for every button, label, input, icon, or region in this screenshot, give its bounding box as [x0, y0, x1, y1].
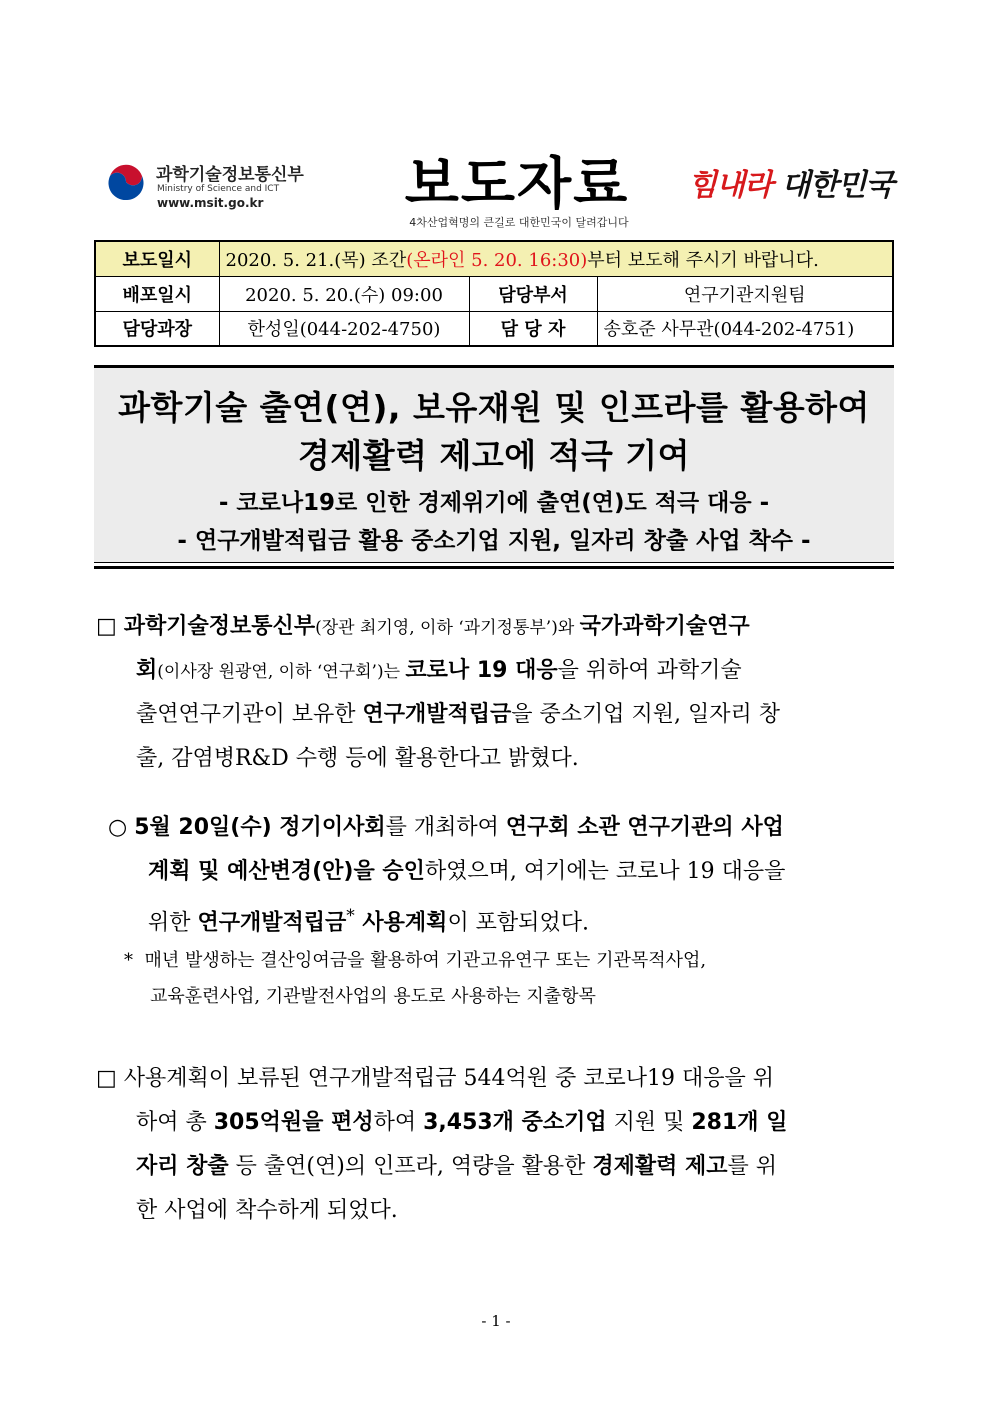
p2-plan: 연구회 소관 연구기관의 사업: [505, 815, 784, 840]
paragraph-2-line-3: [148, 894, 589, 945]
p2-text-e: 하였으며, 여기에는 코로나 19 대응을: [424, 859, 786, 884]
footnote-line-2: 교육훈련사업, 기관발전사업의 용도로 사용하는 지출항목: [150, 986, 596, 1007]
headline-box: [94, 365, 894, 563]
p1-council-end: 회: [136, 658, 158, 683]
p2-board: 5월 20일(수) 정기이사회: [134, 815, 386, 840]
footnote-line-1: [124, 944, 706, 978]
circle-bullet: ○: [108, 815, 128, 840]
department-label: 담당부서: [469, 276, 597, 311]
p3-text-b: 하여 총: [136, 1110, 214, 1135]
release-value-online: (온라인 5. 20. 16:30): [406, 249, 588, 271]
p3-economy: 경제활력 제고: [592, 1154, 728, 1179]
p1-ministry: 과학기술정보통신부: [123, 614, 316, 639]
paragraph-3-line-3: [136, 1145, 777, 1189]
slogan-black: 대한민국: [771, 168, 894, 203]
p3-text-i: 등 출연(연)의 인프라, 역량을 활용한: [228, 1154, 593, 1179]
release-info-table: [94, 240, 894, 347]
distribution-row: [95, 276, 893, 311]
department-value: 연구기관지원팀: [597, 276, 893, 311]
p1-reserve: 연구개발적립금: [362, 702, 512, 727]
manager-row: [95, 311, 893, 346]
page-number: - 1 -: [481, 1312, 511, 1330]
release-row: [95, 241, 893, 276]
release-value-post: 부터 보도해 주시기 바랍니다.: [587, 249, 819, 271]
p1-text-g: 을 위하여 과학기술: [557, 658, 742, 683]
paragraph-1-line-2: [136, 649, 742, 694]
tagline: 4차산업혁명의 큰길로 대한민국이 달려갑니다: [409, 216, 629, 229]
contact-value: 송호준 사무관(044-202-4751): [597, 311, 893, 346]
p3-text-d: 하여: [373, 1110, 424, 1135]
footnote-mark: *: [124, 950, 133, 971]
p3-budget: 305억원을 편성: [213, 1110, 374, 1135]
paragraph-2-line-2: [148, 850, 785, 894]
paragraph-2-line-1: [108, 806, 784, 850]
p2-text-f: 위한: [148, 910, 198, 936]
ministry-url: www.msit.go.kr: [157, 196, 264, 210]
p1-text-h: 출연연구기관이 보유한: [136, 702, 363, 727]
p2-text-b: 를 개최하여: [385, 815, 506, 840]
paragraph-3-line-1: [96, 1057, 774, 1101]
slogan-logo: [688, 160, 894, 212]
subheadline-1: - 코로나19로 인한 경제위기에 출연(연)도 적극 대응 -: [218, 490, 770, 516]
press-release-title: 보도자료: [404, 152, 630, 217]
paragraph-1-line-1: [96, 605, 750, 650]
manager-value: 한성일(044-202-4750): [219, 311, 469, 346]
taegeuk-emblem-icon: [104, 160, 148, 204]
p2-reserve: 연구개발적립금: [197, 910, 347, 936]
ministry-english-name: Ministry of Science and ICT: [157, 184, 280, 194]
manager-label: 담당과장: [95, 311, 219, 346]
distribution-label: 배포일시: [95, 276, 219, 311]
p1-council-note: (이사장 원광연, 이하 ‘연구회’)는: [157, 662, 406, 682]
contact-label: 담 당 자: [469, 311, 597, 346]
paragraph-1-line-3: [136, 693, 780, 737]
square-bullet-2: □: [96, 1066, 117, 1091]
headline-bottom-rule: [94, 566, 894, 569]
release-value: [219, 241, 893, 276]
headline-line-2: 경제활력 제고에 적극 기여: [297, 436, 691, 475]
p1-ministry-note: (장관 최기영, 이하 ‘과기정통부’)와: [315, 618, 580, 638]
paragraph-3-line-2: [136, 1101, 787, 1145]
p3-text-a: 사용계획이 보류된 연구개발적립금 544억원 중 코로나19 대응을 위: [123, 1066, 775, 1091]
p2-approval: 계획 및 예산변경(안)을 승인: [148, 859, 425, 884]
p3-text-k: 를 위: [727, 1154, 777, 1179]
p2-usage-plan: 사용계획: [354, 910, 448, 936]
ministry-name: 과학기술정보통신부: [156, 165, 304, 185]
p2-footnote-mark: *: [346, 906, 355, 926]
p1-council: 국가과학기술연구: [579, 614, 750, 639]
paragraph-3-line-4: 한 사업에 착수하게 되었다.: [136, 1198, 398, 1223]
p2-text-i: 이 포함되었다.: [447, 910, 589, 936]
p3-jobs: 281개 일: [691, 1110, 788, 1135]
p3-text-f: 지원 및: [606, 1110, 692, 1135]
ministry-logo: [104, 158, 314, 218]
square-bullet: □: [96, 614, 117, 639]
footnote-text-1: 매년 발생하는 결산잉여금을 활용하여 기관고유연구 또는 기관목적사업,: [144, 950, 707, 971]
p3-smes: 3,453개 중소기업: [423, 1110, 607, 1135]
headline-line-1: 과학기술 출연(연), 보유재원 및 인프라를 활용하여: [118, 388, 870, 427]
paragraph-1-line-4: 출, 감염병R&D 수행 등에 활용한다고 밝혔다.: [136, 746, 579, 771]
p1-covid: 코로나 19 대응: [405, 658, 558, 683]
distribution-value: 2020. 5. 20.(수) 09:00: [219, 276, 469, 311]
slogan-red: 힘내라: [688, 168, 772, 203]
release-value-pre: 2020. 5. 21.(목) 조간: [225, 249, 407, 271]
p3-jobs-end: 자리 창출: [136, 1154, 229, 1179]
subheadline-2: - 연구개발적립금 활용 중소기업 지원, 일자리 창출 사업 착수 -: [177, 528, 811, 554]
p1-text-j: 을 중소기업 지원, 일자리 창: [511, 702, 781, 727]
release-label: 보도일시: [95, 241, 219, 276]
